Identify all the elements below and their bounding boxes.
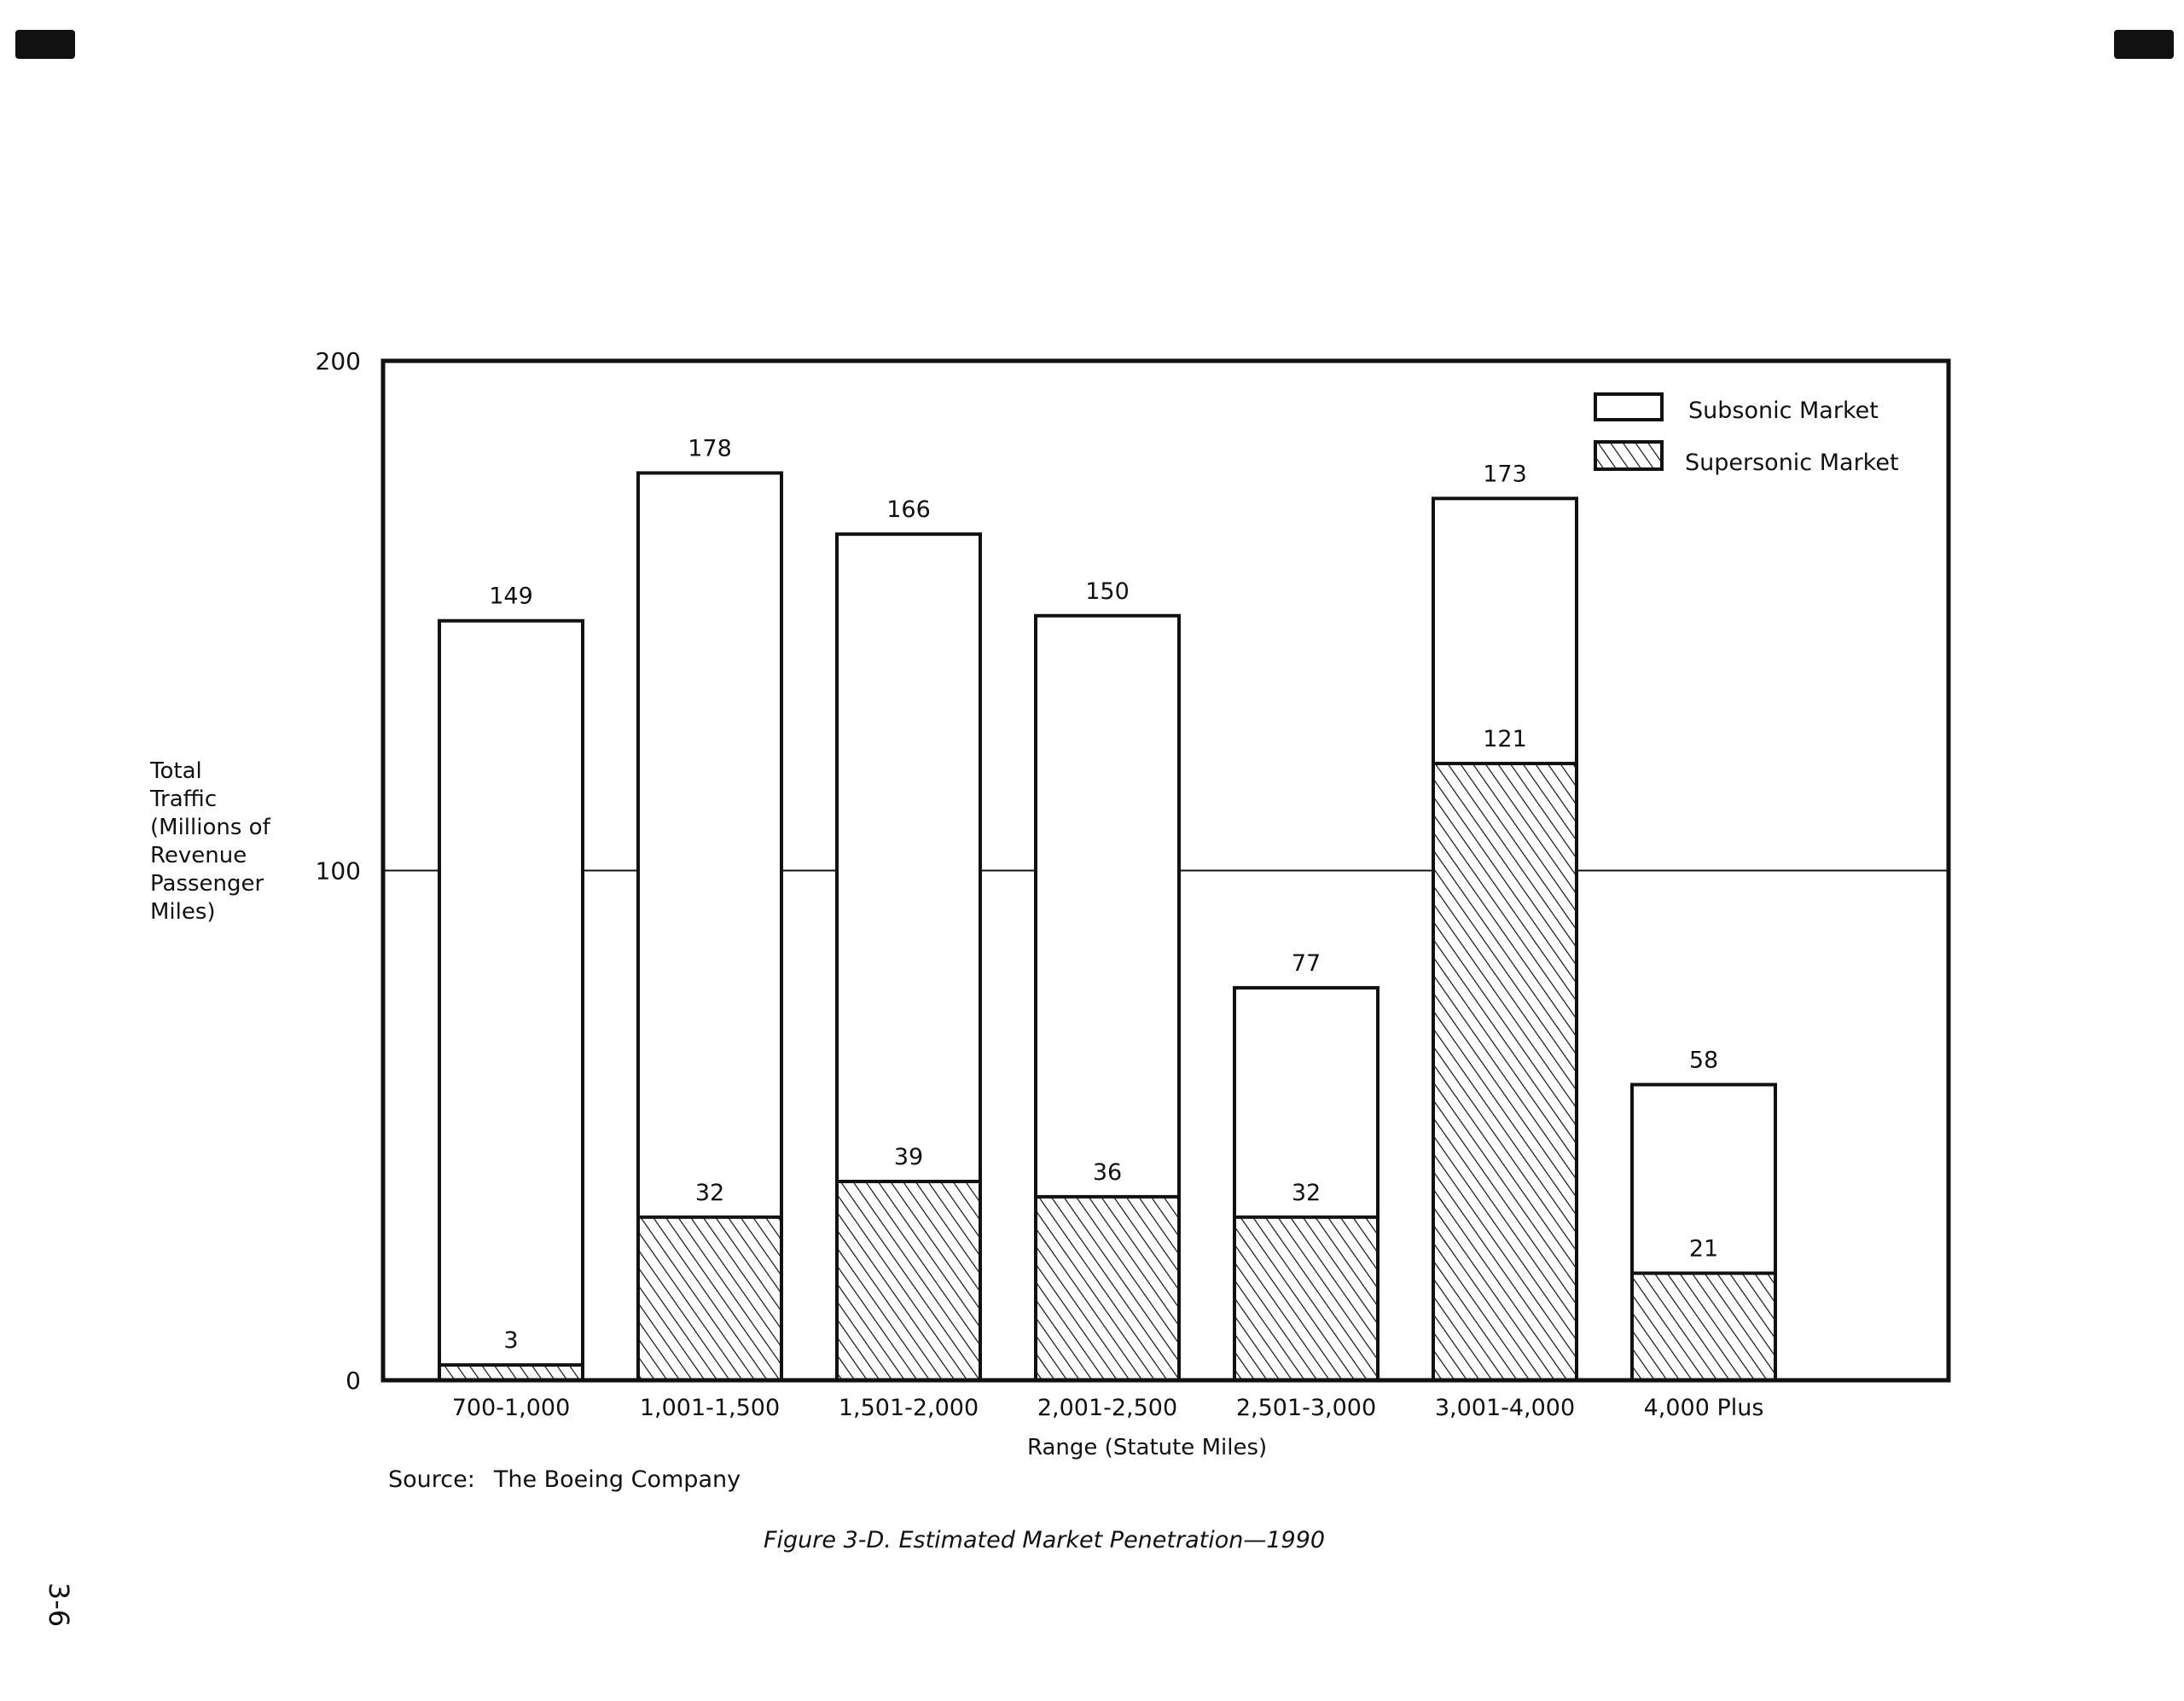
data-label-supersonic: 32	[694, 1179, 725, 1206]
y-axis-title-line: Traffic	[150, 787, 218, 812]
data-label-supersonic: 21	[1688, 1235, 1719, 1263]
data-label-subsonic: 149	[489, 583, 533, 610]
data-label-subsonic: 178	[688, 435, 732, 462]
data-label-supersonic: 121	[1483, 726, 1527, 753]
figure-caption: Figure 3-D. Estimated Market Penetration—1990	[764, 1527, 1326, 1553]
bar-supersonic	[1234, 1217, 1378, 1380]
bar-supersonic	[1632, 1274, 1775, 1380]
legend-label-supersonic: Supersonic Market	[1685, 450, 1899, 476]
y-tick-label: 0	[346, 1367, 361, 1395]
y-axis-title-line: (Millions of	[150, 815, 270, 840]
y-tick-label: 100	[315, 856, 361, 885]
data-label-subsonic: 173	[1483, 461, 1527, 488]
legend-label-subsonic: Subsonic Market	[1688, 398, 1879, 424]
bar-supersonic	[439, 1365, 583, 1380]
bar-subsonic	[439, 621, 583, 1380]
data-label-supersonic: 3	[503, 1327, 519, 1355]
data-label-subsonic: 150	[1085, 578, 1130, 605]
source-text: The Boeing Company	[493, 1466, 741, 1493]
x-tick-label: 4,000 Plus	[1643, 1395, 1764, 1421]
bar-supersonic	[638, 1217, 781, 1380]
x-tick-label: 2,501-3,000	[1235, 1395, 1377, 1421]
bar-supersonic	[1036, 1197, 1179, 1380]
x-tick-label: 700-1,000	[451, 1395, 571, 1421]
source-note	[388, 1466, 741, 1493]
data-label-subsonic: 77	[1291, 949, 1321, 977]
y-axis-title-line: Revenue	[150, 843, 247, 868]
x-axis-title: Range (Statute Miles)	[1027, 1435, 1268, 1460]
legend-swatch-subsonic	[1595, 394, 1662, 420]
y-axis-title-line: Total	[150, 758, 202, 784]
source-label: Source:	[388, 1466, 475, 1493]
data-label-supersonic: 36	[1092, 1158, 1123, 1186]
legend-swatch-supersonic	[1595, 442, 1662, 469]
y-axis-title-line: Miles)	[150, 899, 216, 925]
x-tick-label: 2,001-2,500	[1037, 1395, 1178, 1421]
data-label-supersonic: 39	[893, 1143, 924, 1170]
bar-supersonic	[837, 1181, 980, 1380]
page-number: 3-6	[43, 1582, 75, 1628]
x-tick-label: 1,001-1,500	[639, 1395, 781, 1421]
data-label-subsonic: 166	[886, 496, 931, 524]
data-label-subsonic: 58	[1688, 1047, 1719, 1074]
x-tick-label: 3,001-4,000	[1434, 1395, 1576, 1421]
data-label-supersonic: 32	[1291, 1179, 1321, 1206]
x-tick-label: 1,501-2,000	[838, 1395, 979, 1421]
y-axis-title	[150, 758, 270, 926]
y-axis-title-line: Passenger	[150, 871, 264, 897]
y-tick-label: 200	[315, 347, 361, 375]
bar-supersonic	[1433, 763, 1577, 1380]
